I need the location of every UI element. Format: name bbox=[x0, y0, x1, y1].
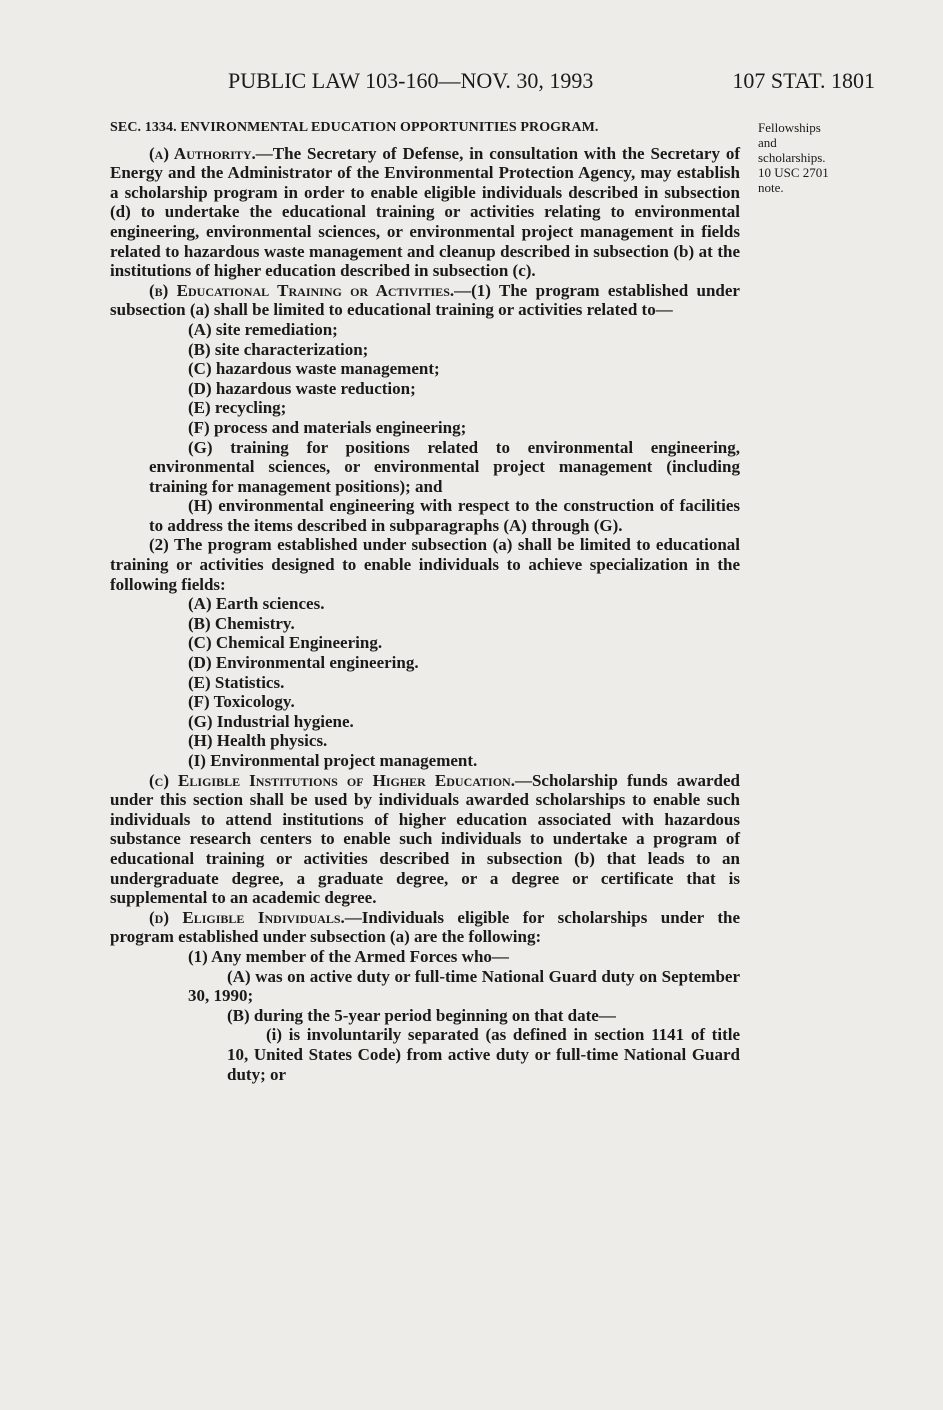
subsection-a-text: —The Secretary of Defense, in consultation with the Secretary of Energy and the Administrator of the Environmental Protection Agency, may establish a scholarship program in order to enable eligible individuals described in subsection (d) to undertake the educational training or activities relating to environmental engineering, environmental sciences, or environmental project management in fields related to hazardous waste management and cleanup described in subsection (b) at the institutions of higher education described in subsection (c). bbox=[110, 143, 741, 281]
section-title: SEC. 1334. ENVIRONMENTAL EDUCATION OPPORTUNITIES PROGRAM. bbox=[110, 120, 599, 135]
paragraph-d1: (1) Any member of the Armed Forces who— bbox=[188, 946, 509, 966]
list-item: (A) Earth sciences. bbox=[188, 594, 325, 614]
list-item: (F) Toxicology. bbox=[188, 692, 295, 712]
page-header bbox=[110, 68, 875, 98]
list-item: (H) environmental engineering with respect to the construction of facilities to address the items described in subparagraphs (A) through (G). bbox=[149, 496, 740, 535]
margin-note-line: and bbox=[758, 135, 777, 150]
subsection-b bbox=[110, 281, 740, 320]
subsection-a bbox=[110, 144, 740, 281]
subparagraph-d1-a-text: (A) was on active duty or full-time National Guard duty on September 30, 1990; bbox=[188, 966, 740, 1006]
list-item: (A) site remediation; bbox=[188, 319, 338, 339]
list-item: (E) recycling; bbox=[188, 398, 287, 418]
list-item: (H) Health physics. bbox=[188, 731, 328, 751]
clause-d1-b-i: (i) is involuntarily separated (as defined in section 1141 of title 10, United States Code) from active duty or full-time National Guard duty; or bbox=[227, 1025, 740, 1084]
list-item: (C) hazardous waste management; bbox=[188, 359, 440, 379]
paragraph-b2: (2) The program established under subsection (a) shall be limited to educational training or activities designed to enable individuals to achieve specialization in the following fields: bbox=[110, 535, 740, 594]
list-item: (E) Statistics. bbox=[188, 672, 285, 692]
subsection-b-heading: (b) Educational Training or Activities. bbox=[149, 280, 455, 300]
subsection-b-text: —(1) The program established under subsection (a) shall be limited to educational training or activities related to— bbox=[110, 280, 740, 320]
list-item: (F) process and materials engineering; bbox=[188, 417, 467, 437]
subsection-d-heading: (d) Eligible Individuals. bbox=[149, 907, 345, 927]
list-item: (B) site characterization; bbox=[188, 339, 369, 359]
list-item: (G) training for positions related to environmental engineering, environmental sciences, or environmental project management (including training for management positions); and bbox=[149, 437, 740, 496]
running-head-title: PUBLIC LAW 103-160—NOV. 30, 1993 bbox=[228, 68, 594, 93]
margin-note bbox=[758, 120, 858, 195]
list-item: (C) Chemical Engineering. bbox=[188, 633, 383, 653]
margin-note-line: 10 USC 2701 bbox=[758, 165, 829, 180]
subparagraph-d1-a bbox=[110, 967, 740, 1006]
subsection-c-heading: (c) Eligible Institutions of Higher Education. bbox=[149, 770, 515, 790]
subsection-a-heading: (a) Authority. bbox=[149, 143, 256, 163]
statute-body bbox=[110, 118, 740, 1084]
list-item: (B) Chemistry. bbox=[188, 613, 295, 633]
subsection-c-text: —Scholarship funds awarded under this section shall be used by individuals awarded scholarships to enable such individuals to attend institutions of higher education associated with hazardous substance research centers to enable such individuals to undertake a program of educational training or activities described in subsection (b) that leads to an undergraduate degree, a graduate degree, or a degree or certificate that is supplemental to an academic degree. bbox=[110, 770, 740, 908]
subsection-c bbox=[110, 771, 740, 908]
subparagraph-d1-b: (B) during the 5-year period beginning on that date— bbox=[227, 1005, 616, 1025]
stat-page-number: 107 STAT. 1801 bbox=[732, 68, 875, 93]
list-item: (G) Industrial hygiene. bbox=[188, 711, 354, 731]
list-item: (D) hazardous waste reduction; bbox=[188, 378, 416, 398]
margin-note-line: note. bbox=[758, 180, 784, 195]
subsection-d-text: —Individuals eligible for scholarships under the program established under subsection (a) are the following: bbox=[110, 907, 740, 947]
margin-note-line: Fellowships bbox=[758, 120, 821, 135]
margin-note-line: scholarships. bbox=[758, 150, 826, 165]
subsection-d bbox=[110, 908, 740, 947]
list-item: (I) Environmental project management. bbox=[188, 751, 478, 770]
list-item: (D) Environmental engineering. bbox=[188, 653, 419, 673]
